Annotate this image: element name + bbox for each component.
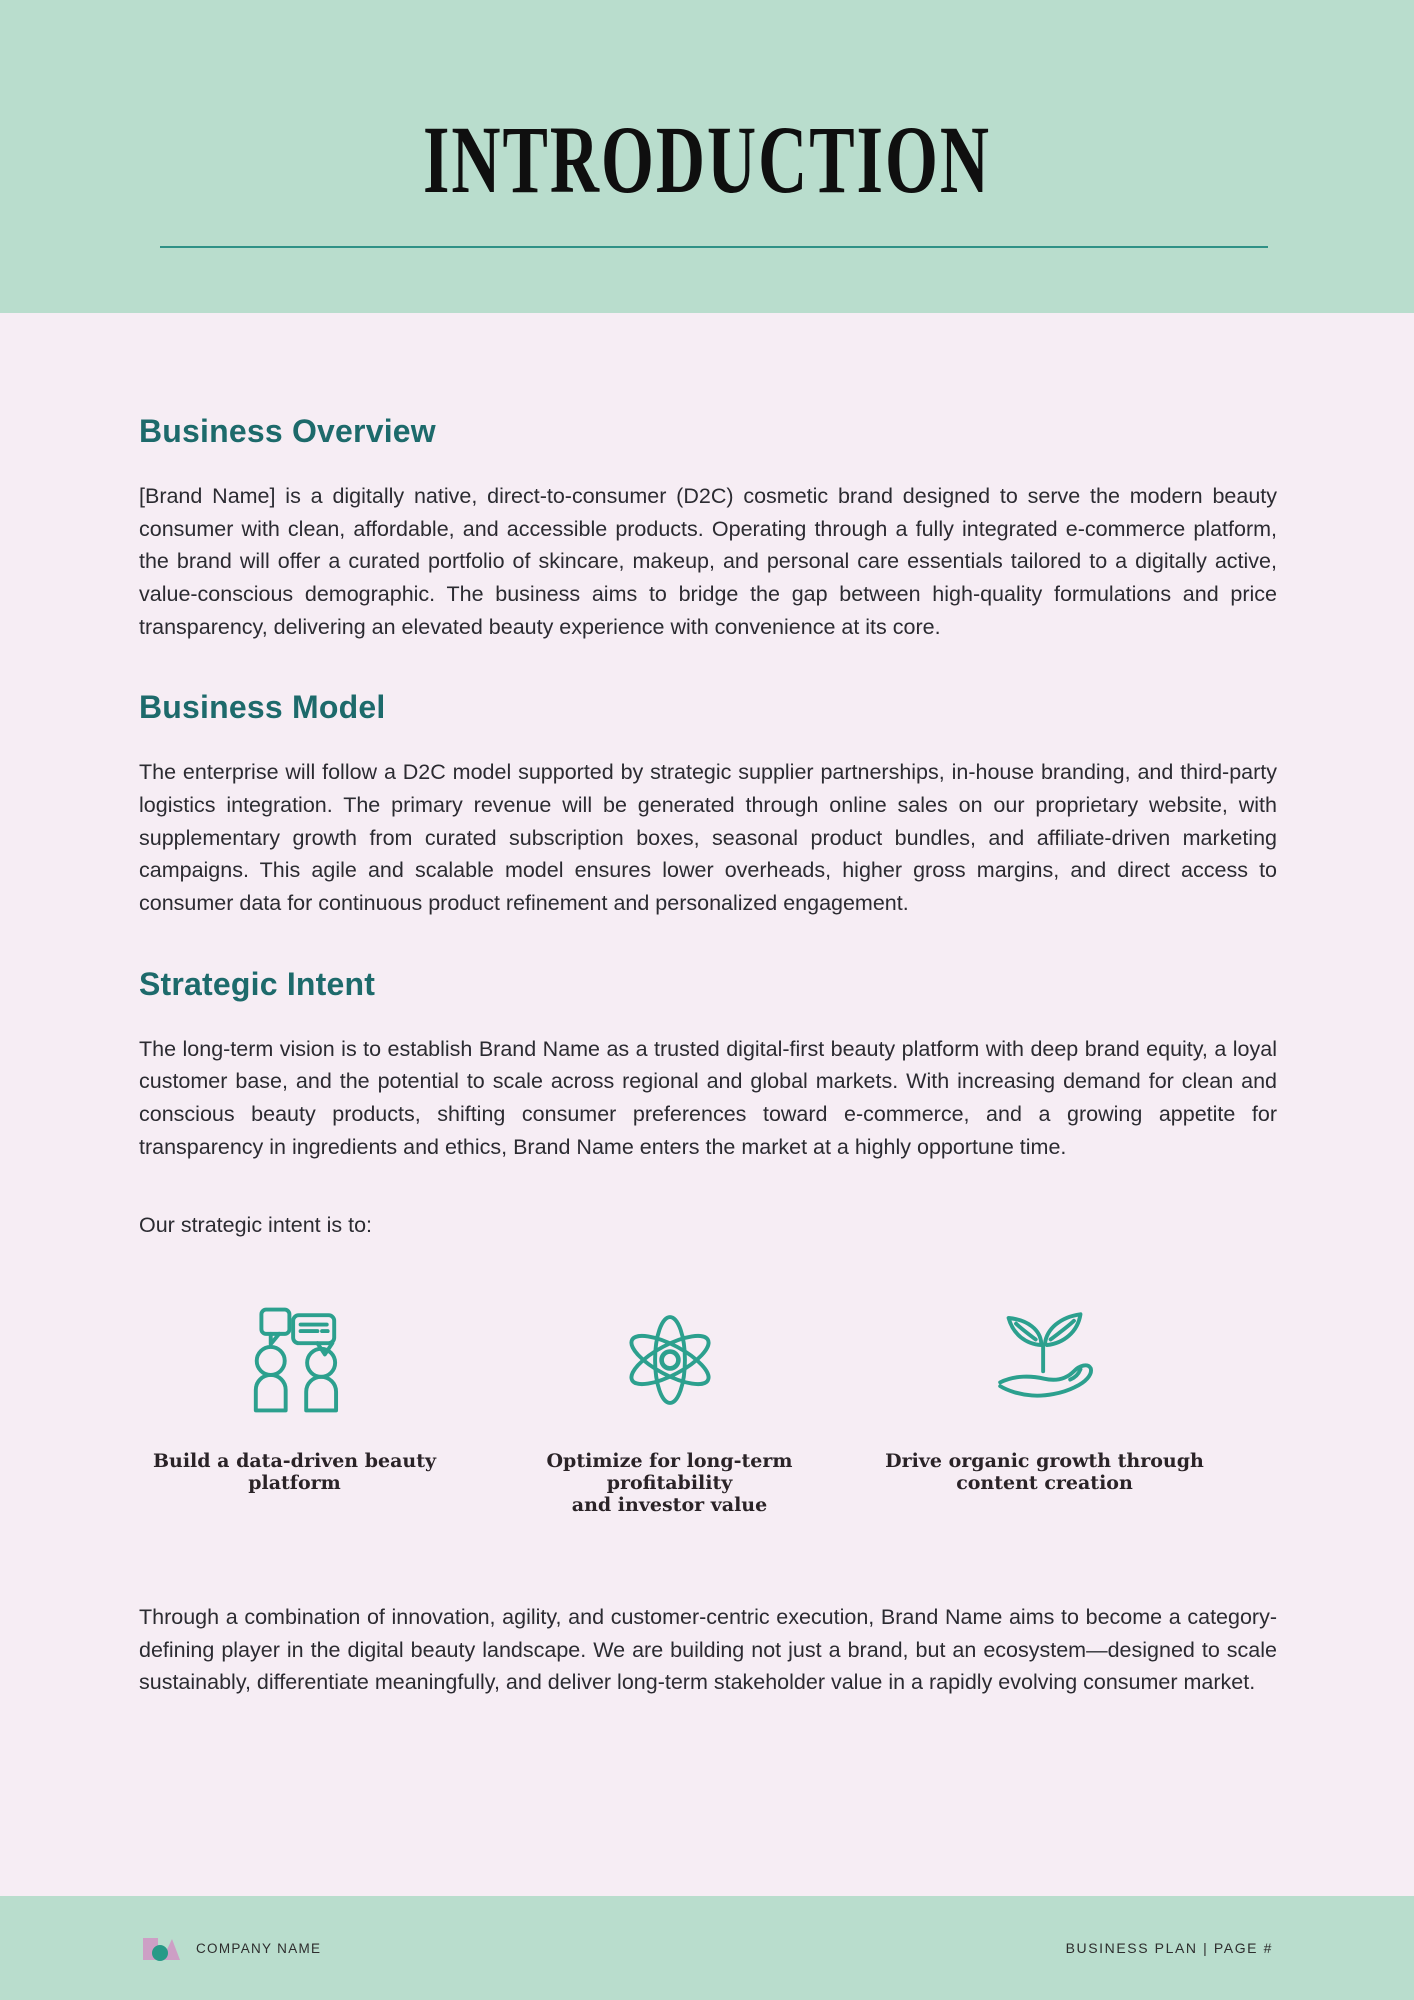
intent-caption [482,1450,857,1517]
intent-caption [885,1450,1204,1495]
intent-item-profitability [482,1304,857,1517]
page-body [0,313,1414,1896]
caption-line: Build a data-driven beauty [152,1449,437,1472]
section-heading: Business Model [139,689,386,726]
company-name: COMPANY NAME [196,1940,322,1956]
section-paragraph: The enterprise will follow a D2C model supported by strategic supplier partnerships, in-house branding, and third-party logistics integration. The primary revenue will be generated through online sales on our proprietary website, with supplementary growth from curated subscription boxes, seasonal product bundles, and affiliate-driven marketing campaigns. This agile and scalable model ensures lower overheads, higher gross margins, and direct access to consumer data for continuous product refinement and personalized engagement. [139,760,1277,916]
people-conversation-icon [239,1304,351,1416]
page-title: INTRODUCTION [422,105,992,214]
document-page-label: BUSINESS PLAN | PAGE # [1065,1940,1273,1956]
intent-item-data-platform [107,1304,482,1517]
strategic-intent-lead-in: Our strategic intent is to: [139,1213,373,1238]
page-header [0,0,1414,313]
company-logo-icon [142,1936,181,1961]
section-heading: Business Overview [139,413,436,449]
caption-line: platform [248,1472,341,1495]
caption-line: content creation [956,1472,1133,1495]
section-heading: Strategic Intent [139,965,376,1002]
caption-line: Optimize for long-term profitability [546,1449,793,1495]
section-business-overview [139,413,1277,643]
intent-caption [153,1450,436,1495]
page-footer [0,1896,1414,2000]
footer-brand [142,1936,321,1961]
section-business-model [139,689,1277,919]
intent-item-organic-growth [857,1304,1232,1517]
caption-line: and investor value [571,1494,768,1517]
hand-plant-icon [989,1304,1101,1416]
closing-paragraph: Through a combination of innovation, agility, and customer-centric execution, Brand Name aims to become a category-defining player in the digital beauty landscape. We are building not just a brand, but an ecosystem—designed to scale sustainably, differentiate meaningfully, and deliver long-term stakeholder value in a rapidly evolving consumer market. [139,1604,1277,1695]
caption-line: Drive organic growth through [885,1449,1204,1472]
section-paragraph: [Brand Name] is a digitally native, direct-to-consumer (D2C) cosmetic brand designed to serve the modern beauty consumer with clean, affordable, and accessible products. Operating through a fully integrated e-commerce platform, the brand will offer a curated portfolio of skincare, makeup, and personal care essentials tailored to a digitally active, value-conscious demographic. The business aims to bridge the gap between high-quality formulations and price transparency, delivering an elevated beauty experience with convenience at its core. [139,484,1277,639]
section-paragraph: The long-term vision is to establish Brand Name as a trusted digital-first beauty platform with deep brand equity, a loyal customer base, and the potential to scale across regional and global markets. With increasing demand for clean and conscious beauty products, shifting consumer preferences toward e-commerce, and a growing appetite for transparency in ingredients and ethics, Brand Name enters the market at a highly opportune time. [139,1036,1277,1159]
strategic-intent-row [107,1304,1232,1517]
header-divider [160,246,1268,248]
atom-icon [614,1304,726,1416]
section-strategic-intent [139,966,1277,1242]
